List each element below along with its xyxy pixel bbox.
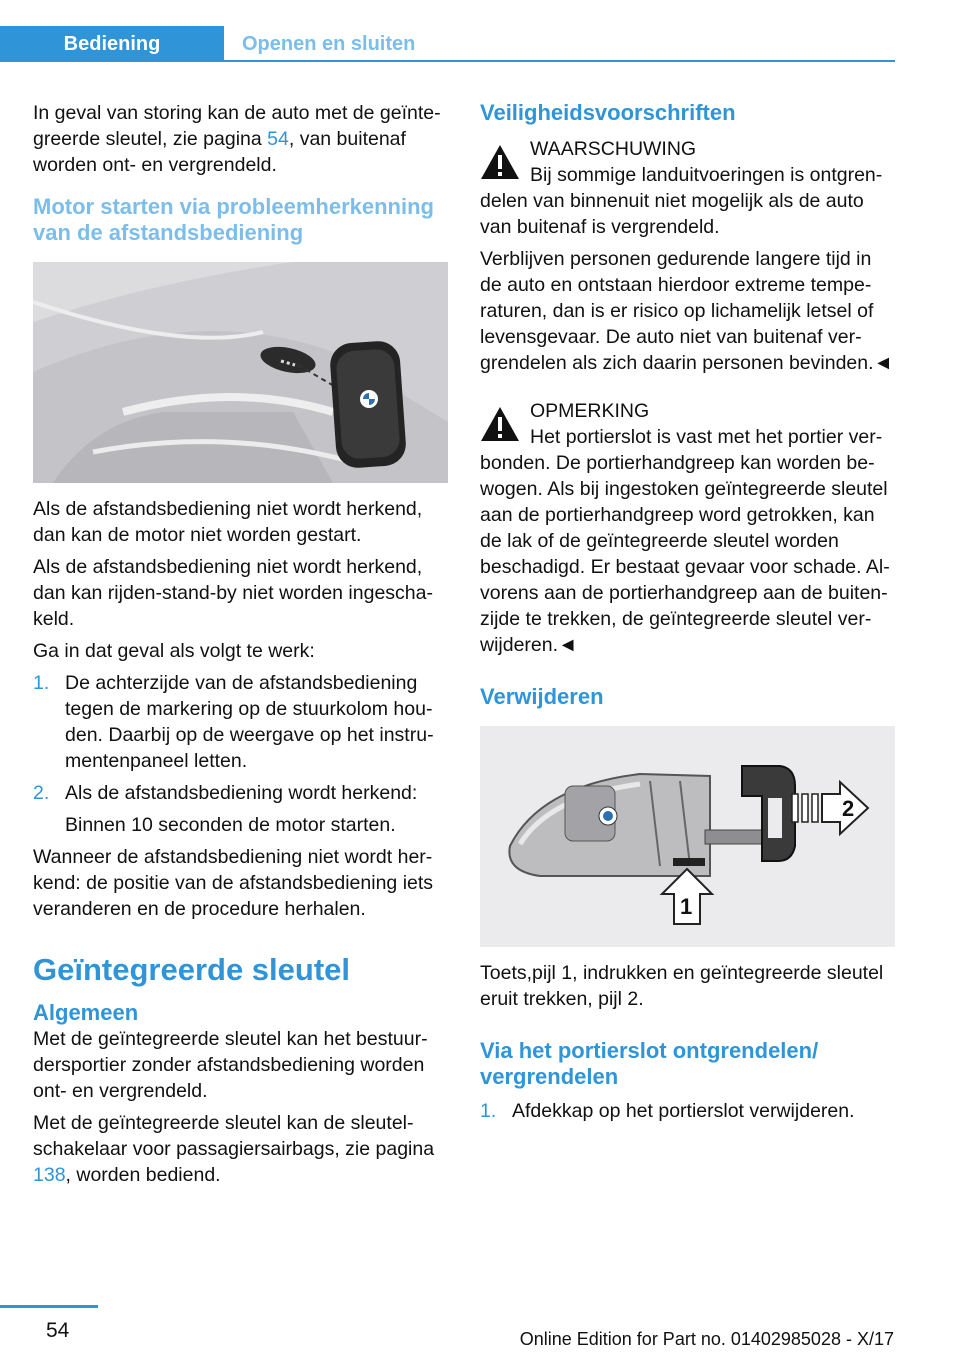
heading-via-portierslot: Via het portierslot ontgrendelen/ vergrendelen (480, 1038, 819, 1089)
list-item-text: De achterzijde van de afstandsbediening tegen de markering op de stuurkolom houden. Daarbij op de weergave op het instrumentenpaneel letten. (65, 672, 434, 772)
fig-label-1: 1 (680, 894, 693, 919)
page-link-54[interactable]: 54 (267, 128, 289, 150)
intro-text-end: , van buitenaf worden ont- en vergrendeld. (33, 128, 406, 176)
integrated-key-removal-illustration (480, 726, 895, 947)
list-number: 2. (33, 782, 50, 804)
list-item-text: Als de afstandsbediening wordt herkend: (65, 782, 418, 804)
right-column (480, 100, 895, 1130)
note-text: Het portierslot is vast met het portier verbonden. De portierhandgreep kan worden bewogen. Als bij ingestoken geïntegreerde sleutel aan de portierhandgreep word getrokken, kan de lak of de geïntegreerde sleutel worden beschadigd. Er bestaat gevaar voor schade. Alvorens aan de portierhandgreep aan de buitenzijde te trekken, de geïntegreerde sleutel verwijderen.◄ (480, 426, 890, 656)
warning-block (480, 136, 895, 162)
paragraph-not-recognized-3: Wanneer de afstandsbediening niet wordt herkend: de positie van de afstandsbediening iets veranderen en de procedure herhalen. (33, 846, 434, 920)
header-tabs (0, 26, 895, 62)
list-item (480, 1098, 895, 1124)
heading-veiligheidsvoorschriften: Veiligheidsvoorschriften (480, 100, 736, 125)
note-label: OPMERKING (530, 400, 650, 422)
paragraph-not-recognized-2: Als de afstandsbediening niet wordt herkend, dan kan rijden-stand-by niet worden ingeschakeld. (33, 556, 433, 630)
footer-rule (0, 1305, 98, 1308)
page-link-138[interactable]: 138 (33, 1164, 66, 1186)
paragraph-general-1: Met de geïntegreerde sleutel kan het bestuurdersportier zonder afstandsbediening worden ont- en vergrendeld. (33, 1028, 428, 1102)
paragraph-procedure-intro: Ga in dat geval als volgt te werk: (33, 640, 315, 662)
section-title-geintegreerde-sleutel: Geïntegreerde sleutel (33, 952, 351, 987)
key-fob-steering-column-illustration (33, 262, 448, 483)
page-number: 54 (46, 1319, 70, 1342)
left-column (33, 100, 448, 1194)
tab-openen-en-sluiten[interactable]: Openen en sluiten (242, 33, 416, 55)
paragraph-general-2 (33, 1110, 448, 1188)
list-item-subtext: Binnen 10 seconden de motor starten. (65, 814, 396, 836)
note-triangle-icon (480, 406, 520, 442)
heading-verwijderen: Verwijderen (480, 684, 604, 709)
list-item-text: Afdekkap op het portierslot verwijderen. (512, 1100, 855, 1122)
figure-caption: Toets,pijl 1, indrukken en geïntegreerde sleutel eruit trekken, pijl 2. (480, 962, 884, 1010)
heading-algemeen: Algemeen (33, 1000, 139, 1025)
warning-text-2: Verblijven personen gedurende langere tijd in de auto en ontstaan hierdoor extreme temperaturen, dan is er risico op lichamelijk letsel of levensgevaar. De auto niet van buitenaf vergrendelen als zich daarin personen bevinden.◄ (480, 248, 893, 374)
paragraph-not-recognized-1: Als de afstandsbediening niet wordt herkend, dan kan de motor niet worden gestart. (33, 498, 423, 546)
edition-note: Online Edition for Part no. 01402985028 - X/17 (519, 1329, 894, 1349)
list-number: 1. (480, 1100, 497, 1122)
heading-motor-starten: Motor starten via probleemherkenning van de afstandsbediening (33, 194, 434, 245)
lock-steps-list (480, 1098, 895, 1124)
list-item (33, 780, 448, 838)
intro-text: In geval van storing kan de auto met de geïntegreerde sleutel, zie pagina (33, 102, 441, 150)
warning-triangle-icon (480, 144, 520, 180)
tab-bediening[interactable]: Bediening (0, 26, 224, 62)
warning-text: Bij sommige landuitvoeringen is ontgrendelen van binnenuit niet mogelijk als de auto van buitenaf is vergrendeld. (480, 164, 883, 238)
general-2-text-end: , worden bediend. (65, 1164, 221, 1186)
list-number: 1. (33, 672, 50, 694)
start-steps-list (33, 670, 448, 838)
intro-paragraph (33, 100, 448, 178)
header-rule (224, 60, 895, 62)
list-item (33, 670, 448, 774)
warning-label: WAARSCHUWING (530, 138, 697, 160)
fig-label-2: 2 (842, 796, 855, 821)
general-2-text: Met de geïntegreerde sleutel kan de sleutelschakelaar voor passagiersairbags, zie pagina (33, 1112, 435, 1160)
note-block (480, 398, 895, 424)
